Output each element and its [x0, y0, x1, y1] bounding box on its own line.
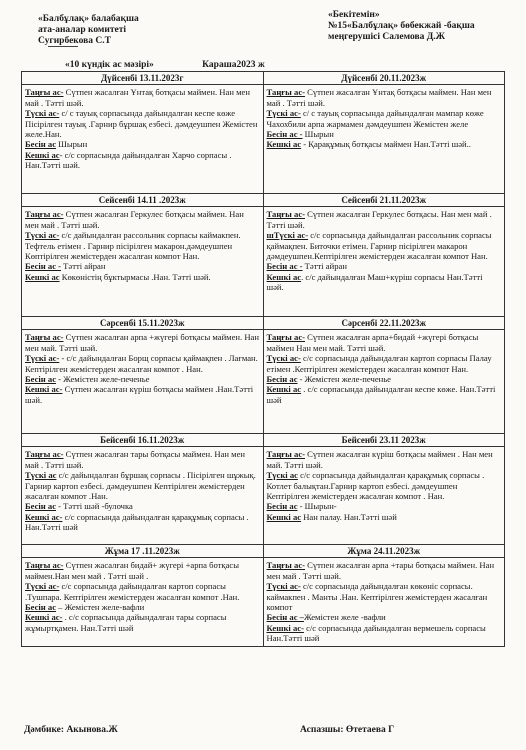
meal-entry: [267, 230, 502, 261]
meal-label: Кешкі ас-: [25, 384, 63, 395]
meal-entry: [267, 449, 502, 470]
meal-label: Түскі ас: [25, 470, 57, 481]
nurse-signature: Дәмбике: Акынова.Ж: [24, 725, 118, 735]
meal-dishes: с/с сорпасында дайындалған қарақұмық сорпасы . Нан.Тәтті шәй: [25, 511, 249, 533]
meal-entry: [25, 602, 260, 612]
meal-dishes: с/с сорпасында дайындалған рассольник сорпасы қаймақпен. Биточки етімен. Гарнир пісірілген макарон дәмдеушпен.Кептірілген жемістерден жасалған компот Нан.: [266, 230, 492, 262]
day-cell: [263, 72, 505, 194]
meal-dishes: Сүтпен жасалған бидай+ жүгері +арпа ботқасы маймен.Нан мен май . Тәтті шәй .: [25, 560, 239, 581]
meal-label: Түскі ас-: [266, 108, 301, 119]
meal-entry: [267, 512, 502, 522]
menu-table: [21, 71, 505, 647]
day-cell: [22, 545, 264, 647]
meal-label: Бесін ас: [266, 501, 298, 512]
meal-entry: [267, 470, 502, 501]
meal-dishes: с/с сорпасында дайындалған көкөніс сорпасы. каймакпен . Манты .Нан. Кептірілген жемістерден жасалған компот: [266, 581, 488, 613]
meal-label: Бесін ас -: [25, 261, 62, 272]
committee-line2: ата-аналар комитеті: [38, 25, 127, 35]
meal-label: Түскі ас-: [266, 581, 301, 592]
meal-entry: [267, 87, 502, 108]
day-heading: Сейсенбі 21.11.2023ж: [264, 194, 505, 207]
menu-row: [22, 317, 505, 434]
meal-label: Бесін ас: [25, 139, 57, 150]
menu-row: [22, 434, 505, 545]
meal-dishes: Сүтпен жасалған Ұнтақ ботқасы маймен. Нан мен май . Тәтті шәй.: [25, 87, 250, 108]
meal-entry: [267, 384, 502, 405]
meal-dishes: Сүтпен жасалған арпа+бидай +жүгері ботқасы маймен Нан мен май. Тәтті шәй.: [266, 332, 479, 353]
meal-dishes: . с/с дайындалған Маш+күріш сорпасы Нан.Тәтті шәй.: [266, 271, 483, 293]
meal-dishes: . с/с сорпасында дайындалған кеспе көже. Нан.Тәтті шәй: [266, 384, 496, 405]
day-cell: [22, 434, 264, 545]
day-cell: [263, 317, 505, 434]
meal-entry: [25, 512, 260, 533]
meal-entry: [267, 374, 502, 384]
menu-row: [22, 545, 505, 647]
day-cell: [22, 194, 264, 317]
meal-entry: [267, 139, 502, 149]
menu-row: [22, 72, 505, 194]
meal-entry: [25, 449, 260, 470]
meal-dishes: Шырын: [302, 129, 334, 140]
meal-label: Түскі ас-: [25, 108, 60, 119]
meal-entry: [267, 560, 502, 581]
meal-dishes: Нан палау. Нан.Тәтті шәй: [301, 511, 397, 522]
day-heading: Сәрсенбі 15.11.2023ж: [22, 317, 263, 330]
meal-entry: [267, 209, 502, 230]
meal-dishes: Сүтпен жасалған күріш ботқасы маймен . Нан мен май. Тәтті шәй.: [266, 449, 493, 470]
meal-entry: [267, 501, 502, 511]
meal-dishes: - Жемістен желе-печенье: [56, 374, 150, 385]
day-cell: [263, 434, 505, 545]
day-heading: Дүйсенбі 20.11.2023ж: [264, 72, 505, 85]
day-heading: Жұма 17 .11.2023ж: [22, 545, 263, 558]
meal-entry: [25, 119, 260, 140]
meal-entry: [25, 230, 260, 261]
day-cell: [263, 545, 505, 647]
meal-dishes: - с/с дайындалған Борщ сорпасы қаймақпен . Лағман. Кептірілген жемістерден жасалған компот . Нан.: [25, 353, 258, 374]
meal-label: Таңғы ас-: [266, 209, 305, 220]
day-heading: Бейсенбі 16.11.2023ж: [22, 434, 263, 447]
meal-entry: [25, 108, 260, 118]
meal-label: Түскі ас-: [25, 581, 60, 592]
meal-label: Таңғы ас-: [25, 209, 64, 220]
meal-entry: [25, 139, 260, 149]
meal-entry: [25, 501, 260, 511]
meal-dishes: - Тәтті шәй -булочка: [56, 501, 133, 512]
meal-entry: [25, 384, 260, 405]
meal-dishes: Сүтпен жасалған арпа +тары ботқасы маймен. Нан мен май . Тәтті шәй.: [266, 560, 495, 581]
meal-dishes: с/с сорпасында дайындалған вермешель сорпасы Нан.Тәтті шәй: [266, 622, 486, 644]
approval-line2: №15«Балбұлақ» бөбекжай -бақша: [328, 21, 475, 31]
meal-entry: [267, 353, 502, 374]
meal-entry: [25, 374, 260, 384]
meal-dishes: Тәтті айран: [302, 261, 347, 272]
meal-dishes: Сүтпен жасалған Геркулес ботқасы маймен. Нан мен май . Тәтті шәй.: [25, 209, 244, 230]
meal-label: Кешкі ас: [266, 511, 302, 522]
meal-entry: [25, 150, 260, 171]
meal-entry: [25, 332, 260, 353]
meal-entry: [25, 470, 260, 501]
meal-label: Бесін ас -: [266, 129, 303, 140]
day-cell: [22, 72, 264, 194]
meal-dishes: с/с сорпасында дайындалған картоп сорпасы .Тушпара. Кептірілген жемістерден жасалған компот .Нан.: [25, 581, 240, 602]
meal-dishes: Сүтпен жасалған тары ботқасы маймен. Нан мен май . Тәтті шәй.: [25, 449, 246, 470]
meal-label: Кешкі ас: [266, 384, 302, 395]
meal-dishes: с/с дайындалған рассольник сорпасы каймакпен. Тефтель етімен . Гарнир пісірілген макарон.дәмдеушпен Көптірілген жемістерден жасалған компот Нан.: [25, 230, 241, 262]
day-cell: [263, 194, 505, 317]
day-heading: Жұма 24.11.2023ж: [264, 545, 505, 558]
meal-label: Бесін ас: [25, 501, 57, 512]
meal-label: Түскі ас-: [25, 230, 60, 241]
day-heading: Дүйсенбі 13.11.2023г: [22, 72, 263, 85]
meal-entry: [25, 560, 260, 581]
meal-label: Таңғы ас-: [25, 449, 64, 460]
meal-entry: [267, 581, 502, 612]
meal-dishes: - Жемістен желе-печенье: [297, 374, 391, 385]
day-cell: [22, 317, 264, 434]
meal-dishes: – Жемістен желе-вафли: [56, 602, 145, 613]
approval-line3: меңгерушісі Салемова Д.Ж: [328, 32, 446, 42]
menu-title-text: «10 күндік ас мәзірі»: [65, 60, 154, 70]
meal-label: Кешкі ас-: [25, 511, 63, 522]
meal-dishes: Сүтпен жасалған Геркулес ботқасы. Нан мен май . Тәтті шәй.: [266, 209, 492, 230]
meal-entry: [25, 87, 260, 108]
meal-dishes: Сүтпен жасалған Ұнтақ ботқасы маймен. Нан мен май . Тәтті шәй.: [266, 87, 492, 108]
meal-label: Бесін ас –: [266, 612, 304, 623]
meal-dishes: - с/с сорпасында дайындалған Харчо сорпасы . Нан.Тәтті шәй.: [25, 149, 232, 171]
meal-dishes: Көкөністің бұктырмасы .Нан. Тәтті шәй.: [59, 271, 211, 282]
meal-label: Түскі ас: [266, 470, 298, 481]
meal-dishes: - Қарақұмық ботқасы маймен Нан.Тәтті шәй..: [301, 139, 471, 150]
meal-entry: [25, 261, 260, 271]
meal-dishes: Сүтпен жасалған арпа +жүгері ботқасы маймен. Нан мен май. Тәтті шәй.: [25, 332, 259, 353]
meal-label: Таңғы ас-: [266, 560, 305, 571]
meal-dishes: Жемістен желе -вафли: [303, 612, 386, 623]
menu-row: [22, 194, 505, 317]
committee-line3: Сугирбекова С.Т: [38, 36, 111, 46]
meal-label: Кешкі ас: [266, 139, 302, 150]
cook-signature: Аспазшы: Өтетаева Г: [300, 725, 395, 735]
meal-label: Таңғы ас-: [25, 332, 64, 343]
approval-line1: «Бекітемін»: [328, 10, 380, 20]
menu-title: [65, 60, 265, 70]
meal-entry: [267, 129, 502, 139]
meal-label: Таңғы ас-: [266, 87, 305, 98]
meal-label: Кешкі ас-: [266, 622, 304, 633]
meal-dishes: с/ с тауық сорпасында дайындалған кеспе көже: [59, 108, 236, 119]
meal-dishes: Тәтті айран: [61, 261, 106, 272]
meal-dishes: Пісірілген тауық .Гарнир бұршақ езбесі. дәмдеушпен Жемістен желе.Нан.: [25, 118, 258, 140]
day-heading: Сейсенбі 14.11 .2023ж: [22, 194, 263, 207]
meal-dishes: с/с дайындалған бұршақ сорпасы . Пісірілген шұжық. Гарнир картоп езбесі. дәмдеушпен Кептірілген жемістерден жасалған компот .Нан.: [25, 470, 256, 502]
meal-entry: [25, 272, 260, 282]
meal-label: Кешкі ас-: [25, 612, 63, 623]
meal-dishes: . с/с сорпасында дайындалған тары сорпасы жұмыртқамен. Нан.Тәтті шәй: [25, 612, 227, 633]
meal-label: Бесін ас: [25, 602, 57, 613]
meal-dishes: с/с сорпасында дайындалған картоп сорпасы Палау етімен .Кептірілген жемістерден жасалған компот Нан.: [266, 353, 492, 374]
day-heading: Бейсенбі 23.11 2023ж: [264, 434, 505, 447]
meal-label: Бесін ас: [25, 374, 57, 385]
approval-header: [328, 10, 475, 43]
meal-label: Таңғы ас-: [25, 87, 64, 98]
meal-label: Таңғы ас-: [266, 332, 305, 343]
signature-line-left: [48, 46, 78, 47]
meal-label: Бесін ас: [266, 374, 298, 385]
meal-entry: [267, 612, 502, 622]
meal-label: Түскі ас-: [266, 353, 301, 364]
day-heading: Сәрсенбі 22.11.2023ж: [264, 317, 505, 330]
meal-dishes: с/с сорпасында дайындалған қарақұмық сорпасы . Котлет балықтан.Гарнир картоп езбесі. дәмдеушпен Кептірілген жемістерден жасалған компот . Нан.: [266, 470, 485, 502]
meal-label: Кешкі ас: [266, 271, 302, 282]
committee-header: [38, 14, 139, 47]
meal-entry: [267, 623, 502, 644]
meal-label: Бесін ас -: [266, 261, 303, 272]
meal-entry: [25, 209, 260, 230]
meal-dishes: с/ с тауық сорпасында дайындалған мампар көже Чахохбили арпа жармамен дәмдеушпен Жемістен желе: [266, 108, 484, 129]
meal-entry: [25, 581, 260, 602]
meal-dishes: Сүтпен жасалған күріш ботқасы маймен .Нан.Тәтті шәй.: [25, 384, 254, 405]
menu-month: Караша2023 ж: [202, 60, 265, 70]
meal-entry: [267, 272, 502, 293]
committee-line1: «Балбұлақ» балабақша: [38, 14, 139, 24]
meal-label: Кешкі ас: [25, 271, 60, 282]
meal-entry: [25, 612, 260, 633]
meal-label: Таңғы ас-: [266, 449, 305, 460]
meal-label: Кешкі ас: [25, 149, 60, 160]
meal-dishes: - Шырын-: [297, 501, 337, 512]
meal-label: шТүскі ас-: [266, 230, 309, 241]
meal-dishes: Шырын: [56, 139, 88, 150]
meal-entry: [267, 108, 502, 129]
meal-entry: [267, 261, 502, 271]
meal-label: Түскі ас-: [25, 353, 60, 364]
meal-label: Таңғы ас-: [25, 560, 64, 571]
meal-entry: [25, 353, 260, 374]
meal-entry: [267, 332, 502, 353]
